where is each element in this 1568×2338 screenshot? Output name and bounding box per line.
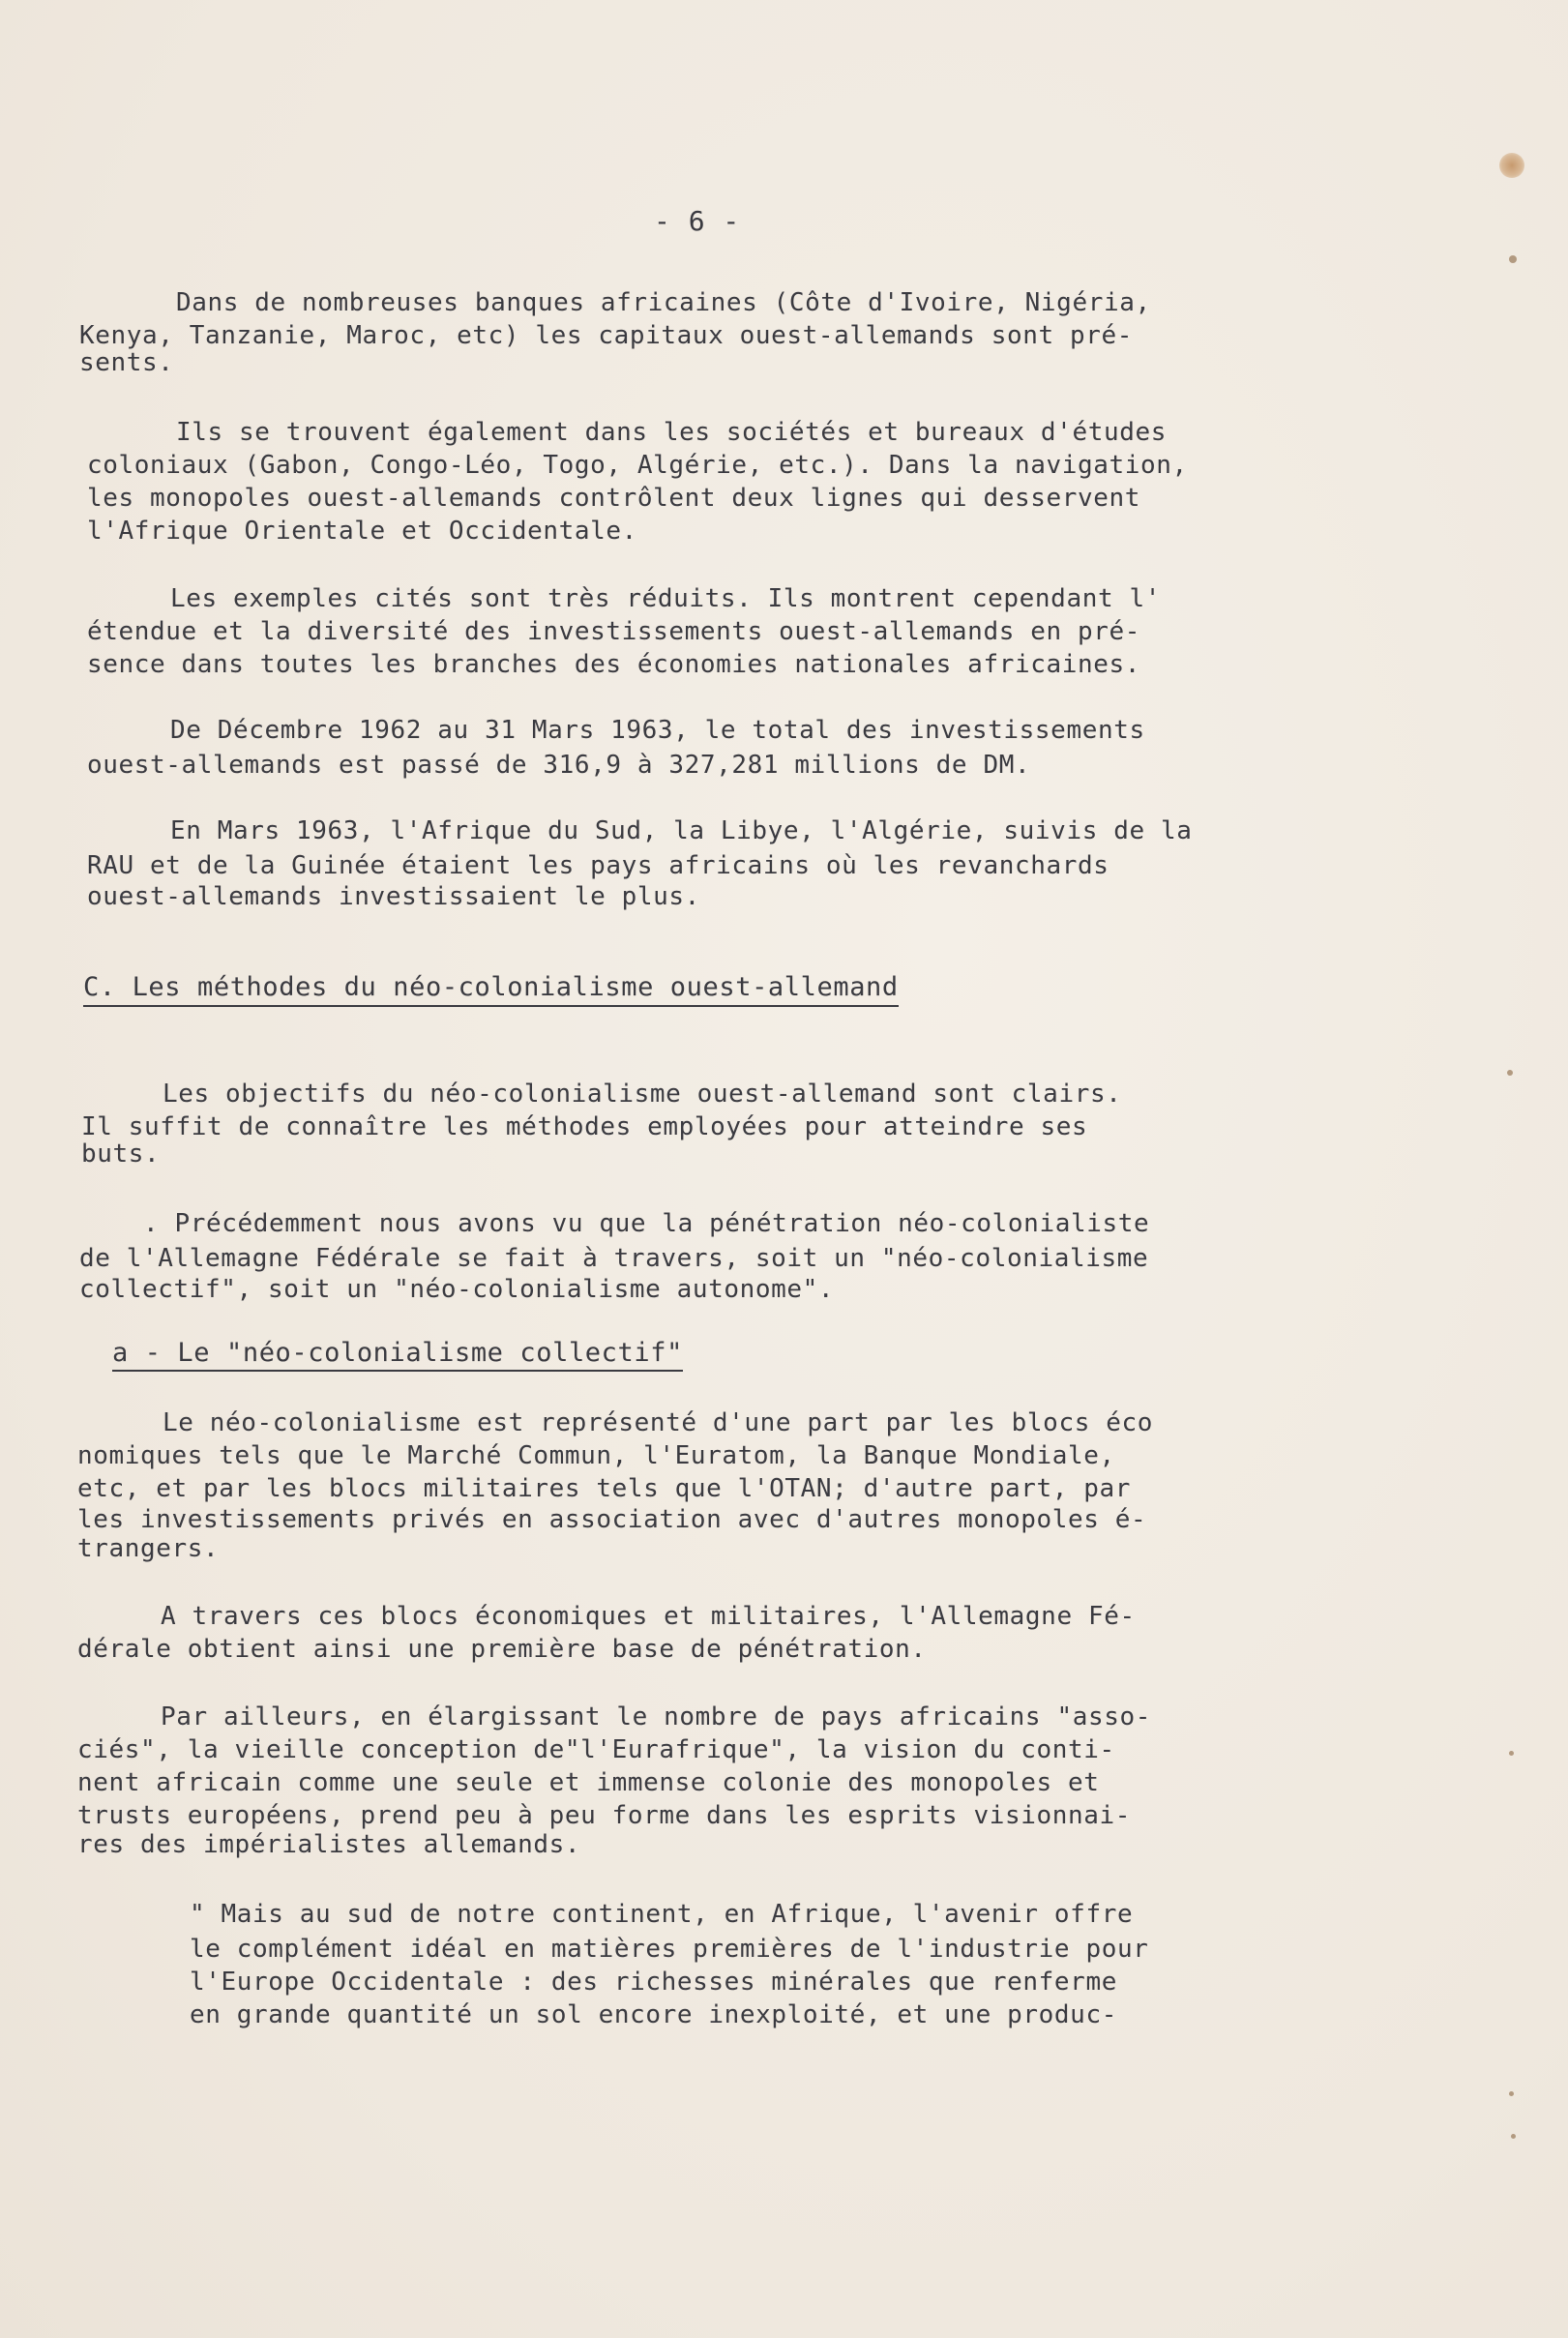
- quote-line: l'Europe Occidentale : des richesses minérales que renferme: [190, 1968, 1117, 1997]
- text-line: RAU et de la Guinée étaient les pays africains où les revanchards: [87, 851, 1109, 880]
- text-line: sents.: [79, 348, 174, 377]
- sub-heading: a - Le "néo-colonialisme collectif": [112, 1339, 683, 1372]
- rust-stain: [1499, 153, 1524, 178]
- text-line: De Décembre 1962 au 31 Mars 1963, le total des investissements: [170, 716, 1145, 745]
- paper-speck: [1509, 1751, 1514, 1756]
- text-line: les monopoles ouest-allemands contrôlent deux lignes qui desservent: [87, 484, 1140, 513]
- text-line: nomiques tels que le Marché Commun, l'Euratom, la Banque Mondiale,: [77, 1441, 1115, 1470]
- text-line: dérale obtient ainsi une première base de pénétration.: [77, 1635, 927, 1664]
- text-line: Le néo-colonialisme est représenté d'une part par les blocs éco: [163, 1408, 1153, 1437]
- paper-speck: [1507, 1070, 1513, 1076]
- text-line: Il suffit de connaître les méthodes employées pour atteindre ses: [81, 1112, 1088, 1141]
- text-line: buts.: [81, 1139, 161, 1169]
- text-line: ouest-allemands est passé de 316,9 à 327,281 millions de DM.: [87, 751, 1031, 780]
- text-line: etc, et par les blocs militaires tels que l'OTAN; d'autre part, par: [77, 1474, 1131, 1503]
- quote-line: en grande quantité un sol encore inexploité, et une produc-: [190, 2000, 1117, 2029]
- text-line: ouest-allemands investissaient le plus.: [87, 882, 700, 911]
- text-line: étendue et la diversité des investissements ouest-allemands en pré-: [87, 617, 1140, 646]
- quote-line: " Mais au sud de notre continent, en Afrique, l'avenir offre: [190, 1900, 1134, 1929]
- quote-line: le complément idéal en matières premières de l'industrie pour: [190, 1935, 1149, 1964]
- text-line: . Précédemment nous avons vu que la pénétration néo-colonialiste: [143, 1209, 1150, 1238]
- text-line: trusts européens, prend peu à peu forme dans les esprits visionnai-: [77, 1801, 1131, 1830]
- text-line: Dans de nombreuses banques africaines (Côte d'Ivoire, Nigéria,: [176, 288, 1151, 317]
- text-line: A travers ces blocs économiques et militaires, l'Allemagne Fé-: [161, 1602, 1136, 1631]
- section-heading: C. Les méthodes du néo-colonialisme ouest-allemand: [83, 973, 899, 1007]
- text-line: Les objectifs du néo-colonialisme ouest-allemand sont clairs.: [163, 1080, 1122, 1109]
- page-number: - 6 -: [654, 205, 741, 237]
- text-line: En Mars 1963, l'Afrique du Sud, la Libye, l'Algérie, suivis de la: [170, 816, 1193, 845]
- paper-speck: [1509, 2091, 1514, 2096]
- text-line: Ils se trouvent également dans les sociétés et bureaux d'études: [176, 418, 1167, 447]
- text-line: coloniaux (Gabon, Congo-Léo, Togo, Algérie, etc.). Dans la navigation,: [87, 451, 1188, 480]
- text-line: nent africain comme une seule et immense colonie des monopoles et: [77, 1768, 1100, 1797]
- text-line: de l'Allemagne Fédérale se fait à travers, soit un "néo-colonialisme: [79, 1244, 1149, 1273]
- paper-speck: [1509, 255, 1517, 263]
- text-line: Kenya, Tanzanie, Maroc, etc) les capitaux ouest-allemands sont pré-: [79, 321, 1133, 350]
- text-line: Par ailleurs, en élargissant le nombre de pays africains "asso-: [161, 1702, 1151, 1731]
- text-line: trangers.: [77, 1534, 220, 1563]
- text-line: collectif", soit un "néo-colonialisme autonome".: [79, 1275, 835, 1304]
- text-line: les investissements privés en association avec d'autres monopoles é-: [77, 1505, 1147, 1534]
- paper-speck: [1511, 2134, 1516, 2139]
- text-line: ciés", la vieille conception de"l'Eurafrique", la vision du conti-: [77, 1735, 1115, 1764]
- text-line: Les exemples cités sont très réduits. Ils montrent cependant l': [170, 584, 1161, 613]
- text-line: sence dans toutes les branches des économies nationales africaines.: [87, 650, 1140, 679]
- text-line: l'Afrique Orientale et Occidentale.: [87, 517, 637, 546]
- text-line: res des impérialistes allemands.: [77, 1830, 581, 1859]
